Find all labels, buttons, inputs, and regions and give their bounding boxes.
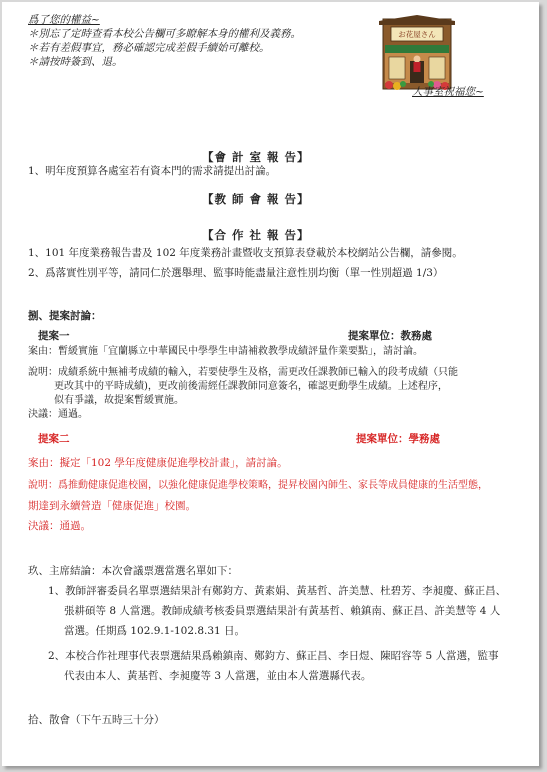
proposal1-resolution: 決議：通過。: [28, 409, 88, 420]
coop-item: 2、爲落實性別平等，請同仁於選舉理、監事時能盡量注意性別均衡（單一性別超過 1/3）: [28, 267, 444, 279]
proposal1-explain: 更改其中的平時成績)，更改前後需經任課教師同意簽名，確認更動學生成績。上述程序，: [54, 381, 448, 392]
shop-sign-text: お花屋さん: [398, 30, 436, 39]
accounting-item: 1、明年度預算各處室若有資本門的需求請提出討論。: [28, 165, 277, 177]
conclusion-item2: 代表由本人、黃基哲、李昶慶等 3 人當選，並由本人當選縣代表。: [64, 670, 372, 682]
proposal1-case: 案由：暫緩實施「宜蘭縣立中華國民中學學生申請補救教學成績評量作業要點」，請討論。: [28, 346, 423, 357]
proposal1-explain: 似有爭議，故提案暫緩實施。: [54, 395, 184, 406]
conclusion-item1: 當選。任期爲 102.9.1-102.8.31 日。: [64, 625, 246, 637]
accounting-heading: 【會 計 室 報 告】: [202, 150, 310, 164]
document-page: [2, 2, 539, 766]
proposal2-explain: 說明：爲推動健康促進校園，以強化健康促進學校策略，提昇校園內師生、家長等成員健康的生活型態，: [28, 480, 488, 491]
conclusion-heading: 玖、主席結論：本次會議票選當選名單如下：: [28, 565, 238, 577]
proposal2-label: 提案二: [38, 433, 70, 445]
proposal1-explain: 說明：成績系統中無補考成績的輸入，若要使學生及格，需更改任課教師已輸入的段考成績（只能: [28, 367, 458, 378]
notice-line: ＊請按時簽到、退。: [28, 56, 123, 68]
coop-heading: 【合 作 社 報 告】: [202, 228, 310, 242]
proposal2-resolution: 決議：通過。: [28, 520, 91, 532]
union-heading: 【教 師 會 報 告】: [202, 192, 310, 206]
conclusion-item1: 1、教師評審委員名單票選結果計有鄭鈞方、黃素娟、黃基哲、許美慧、杜碧芳、李昶慶、蘇正昌、: [48, 585, 507, 597]
proposal2-case: 案由：擬定「102 學年度健康促進學校計畫」，請討論。: [28, 457, 288, 469]
proposal2-explain: 期達到永續營造「健康促進」校園。: [28, 500, 196, 512]
discussion-heading: 捌、提案討論：: [28, 310, 102, 322]
proposal1-label: 提案一: [38, 330, 70, 342]
coop-item: 1、101 年度業務報告書及 102 年度業務計畫暨收支預算表登載於本校網站公告欄，請參閱。: [28, 247, 463, 259]
notice-line: ＊別忘了定時查看本校公告欄可多瞭解本身的權利及義務。: [28, 28, 301, 40]
notice-title: 爲了您的權益~: [28, 14, 100, 26]
notice-line: ＊若有差假事宜，務必確認完成差假手續始可離校。: [28, 42, 270, 54]
adjourn-text: 拾、散會（下午五時三十分）: [28, 714, 165, 726]
proposal1-unit: 提案單位：教務處: [348, 330, 432, 342]
notice-signature: 人事室祝福您~: [412, 86, 484, 98]
conclusion-item2: 2、本校合作社理事代表票選結果爲賴鎮南、鄭鈞方、蘇正昌、李日煜、陳昭容等 5 人當選，監事: [48, 650, 499, 662]
conclusion-item1: 張耕碩等 8 人當選。教師成績考核委員票選結果計有黃基哲、賴鎮南、蘇正昌、許美慧等 4 人: [64, 605, 501, 617]
proposal2-unit: 提案單位：學務處: [356, 433, 440, 445]
flower-shop-illustration: [377, 15, 457, 93]
